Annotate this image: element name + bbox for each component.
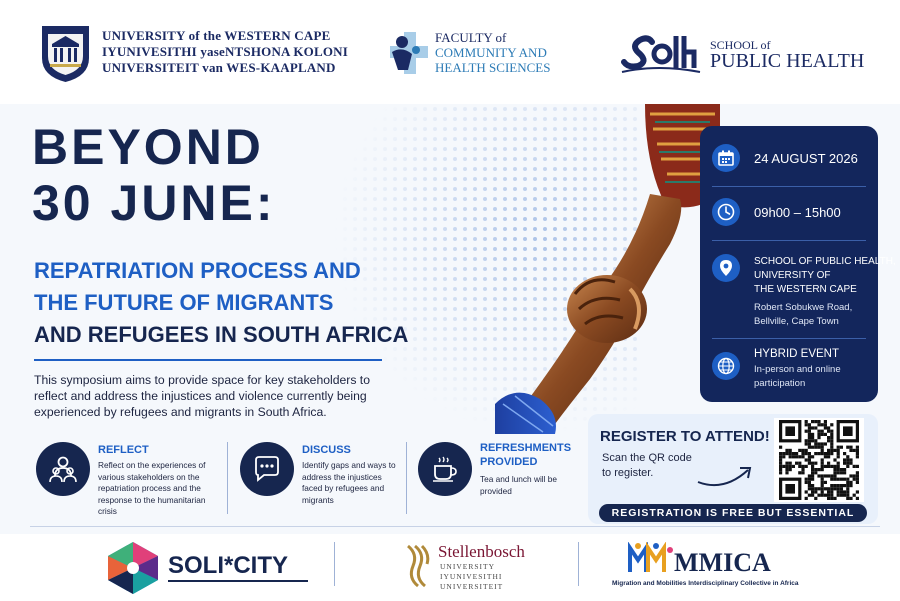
- uwc-name-english: UNIVERSITY of the WESTERN CAPE: [102, 28, 331, 43]
- pillar-refreshments-title-line1: REFRESHMENTS: [480, 442, 572, 454]
- fchs-line1: FACULTY of: [435, 30, 507, 45]
- pillar-refreshments-title-line2: PROVIDED: [480, 456, 538, 468]
- event-title-line1: BEYOND: [32, 119, 264, 175]
- stellenbosch-name: Stellenbosch: [438, 542, 525, 561]
- stellenbosch-line1: UNIVERSITY: [440, 562, 495, 571]
- event-format-line1: In-person and online: [754, 364, 841, 375]
- fchs-logo-icon: [386, 30, 430, 76]
- event-date: 24 AUGUST 2026: [754, 151, 858, 166]
- footer-separator: [334, 542, 335, 586]
- pillar-discuss-title: DISCUSS: [302, 444, 351, 456]
- registration-qr-code[interactable]: [774, 418, 864, 502]
- pillar-reflect-text: Reflect on the experiences of various stakeholders on the repatriation process and the response to the humanitarian crisis: [98, 460, 206, 516]
- pillar-discuss-text: Identify gaps and ways to address the injustices faced by refugees and migrants: [302, 460, 396, 505]
- info-separator: [712, 338, 866, 339]
- globe-icon: [712, 352, 740, 380]
- title-divider: [34, 359, 382, 361]
- info-separator: [712, 240, 866, 241]
- event-time: 09h00 – 15h00: [754, 205, 841, 220]
- handshake-illustration: [495, 104, 720, 434]
- stellenbosch-crest-icon: [405, 542, 431, 588]
- register-instruction-line1: Scan the QR code: [602, 452, 692, 464]
- stellenbosch-line2: IYUNIVESITHI: [440, 572, 503, 581]
- mmica-tagline: Migration and Mobilities Interdisciplinary Collective in Africa: [612, 580, 799, 587]
- uwc-name-xhosa: IYUNIVESITHI yaseNTSHONA KOLONI: [102, 44, 349, 59]
- event-subtitle-line3: AND REFUGEES IN SOUTH AFRICA: [34, 322, 409, 347]
- soph-logo-icon: [618, 28, 704, 76]
- venue-line2: UNIVERSITY OF: [754, 270, 831, 281]
- registration-free-banner: REGISTRATION IS FREE BUT ESSENTIAL: [599, 504, 867, 522]
- pillar-separator: [406, 442, 407, 514]
- mmica-logo-text: MMICA: [674, 548, 771, 577]
- event-title-line2: 30 JUNE:: [32, 175, 276, 231]
- venue-line3: THE WESTERN CAPE: [754, 284, 857, 295]
- address-line1: Robert Sobukwe Road,: [754, 302, 853, 313]
- register-instruction-line2: to register.: [602, 467, 654, 479]
- fchs-line2: COMMUNITY AND: [435, 45, 547, 60]
- uwc-crest-logo: [38, 22, 93, 84]
- pillar-reflect-title: REFLECT: [98, 444, 149, 456]
- event-subtitle-line2: THE FUTURE OF MIGRANTS: [34, 290, 334, 315]
- event-subtitle-line1: REPATRIATION PROCESS AND: [34, 258, 361, 283]
- pillar-separator: [227, 442, 228, 514]
- event-format-title: HYBRID EVENT: [754, 348, 839, 360]
- info-separator: [712, 186, 866, 187]
- event-description: This symposium aims to provide space for key stakeholders to reflect and address the injustices and violence currently being experienced by refugees and migrants in South Africa.: [34, 373, 370, 419]
- event-format-line2: participation: [754, 378, 806, 389]
- solicity-logo-icon: [104, 540, 162, 596]
- venue-line1: SCHOOL OF PUBLIC HEALTH,: [754, 256, 896, 267]
- calendar-icon: [712, 144, 740, 172]
- fchs-line3: HEALTH SCIENCES: [435, 60, 551, 75]
- stellenbosch-line3: UNIVERSITEIT: [440, 582, 504, 591]
- uwc-name-afrikaans: UNIVERSITEIT van WES-KAAPLAND: [102, 60, 336, 75]
- chat-icon: [240, 442, 294, 496]
- location-pin-icon: [712, 254, 740, 282]
- solicity-logo-text: SOLI*CITY: [168, 552, 289, 579]
- register-title: REGISTER TO ATTEND!: [600, 428, 770, 445]
- clock-icon: [712, 198, 740, 226]
- mmica-logo-icon: [628, 542, 674, 578]
- footer-divider: [30, 526, 880, 527]
- people-icon: [36, 442, 90, 496]
- footer-separator: [578, 542, 579, 586]
- pillar-refreshments-text: Tea and lunch will be provided: [480, 474, 558, 496]
- address-line2: Bellville, Cape Town: [754, 316, 839, 327]
- coffee-cup-icon: [418, 442, 472, 496]
- soph-public-health: PUBLIC HEALTH: [710, 50, 865, 72]
- soph-school-of: SCHOOL of: [710, 38, 771, 52]
- arrow-right-icon: [696, 462, 756, 488]
- solicity-underline: [168, 580, 308, 582]
